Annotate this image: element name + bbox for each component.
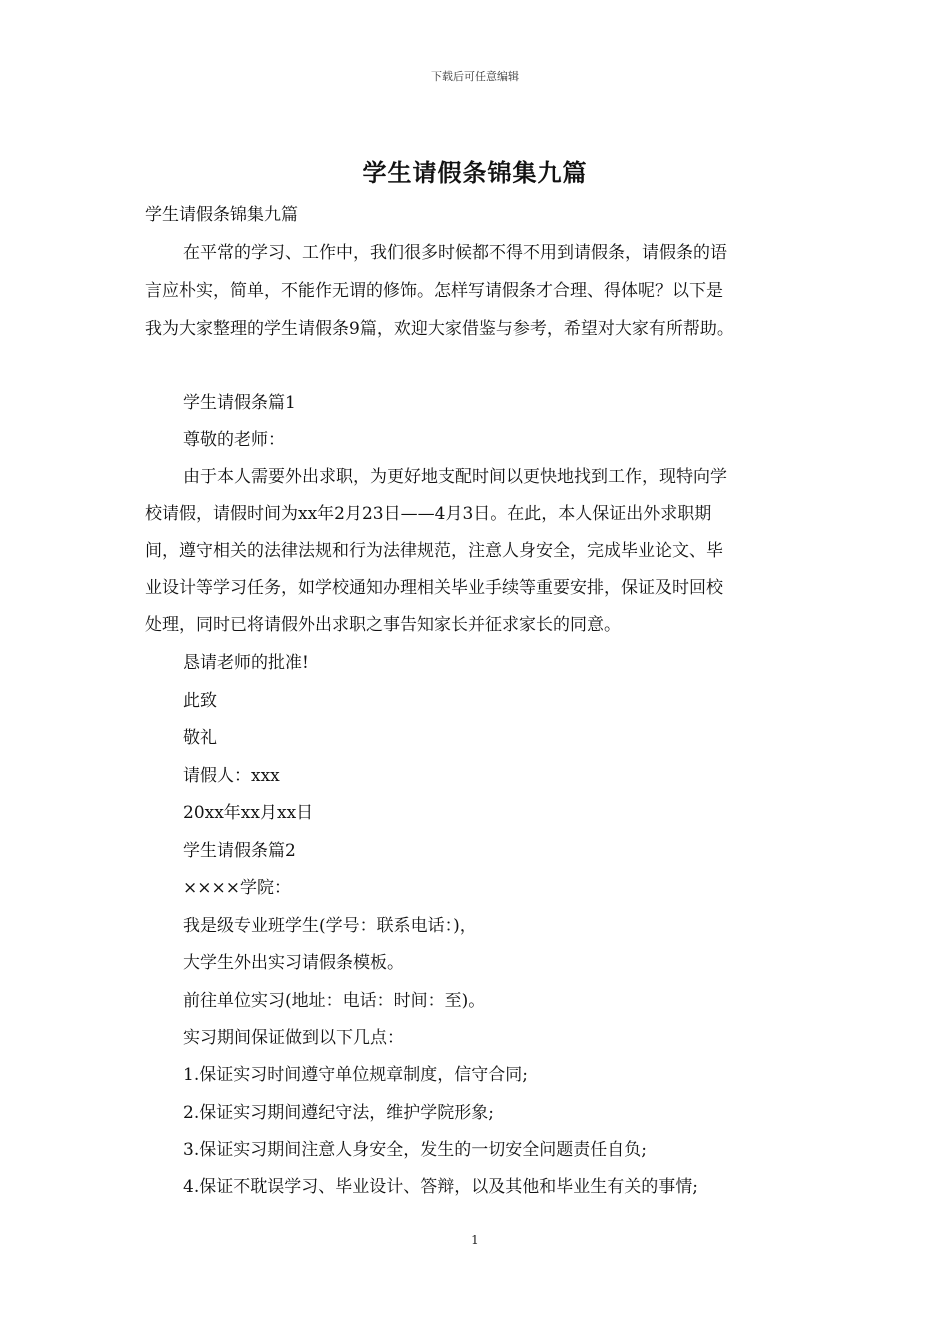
section-heading: 学生请假条篇1 bbox=[183, 393, 296, 413]
list-item: 4.保证不耽误学习、毕业设计、答辩，以及其他和毕业生有关的事情; bbox=[183, 1177, 698, 1197]
body-line: 由于本人需要外出求职，为更好地支配时间以更快地找到工作，现特向学 bbox=[183, 467, 727, 487]
body-line: 前往单位实习(地址：电话：时间：至)。 bbox=[183, 991, 486, 1011]
salutation: ××××学院： bbox=[183, 878, 291, 898]
request-line: 恳请老师的批准! bbox=[183, 653, 309, 673]
list-item: 3.保证实习期间注意人身安全，发生的一切安全问题责任自负; bbox=[183, 1140, 647, 1160]
header-note: 下载后可任意编辑 bbox=[431, 70, 519, 83]
body-line: 我是级专业班学生(学号：联系电话：)， bbox=[183, 916, 477, 936]
signature-line: 请假人：xxx bbox=[183, 766, 280, 786]
body-line: 大学生外出实习请假条模板。 bbox=[183, 953, 404, 973]
page-number: 1 bbox=[471, 1233, 479, 1247]
document-title: 学生请假条锦集九篇 bbox=[362, 158, 588, 187]
list-item: 2.保证实习期间遵纪守法，维护学院形象; bbox=[183, 1103, 494, 1123]
list-item: 1.保证实习时间遵守单位规章制度，信守合同; bbox=[183, 1065, 528, 1085]
closing-line: 此致 bbox=[183, 691, 217, 711]
body-line: 业设计等学习任务，如学校通知办理相关毕业手续等重要安排，保证及时回校 bbox=[145, 578, 723, 598]
body-line: 处理，同时已将请假外出求职之事告知家长并征求家长的同意。 bbox=[145, 615, 621, 635]
intro-line: 我为大家整理的学生请假条9篇，欢迎大家借鉴与参考，希望对大家有所帮助。 bbox=[145, 319, 734, 339]
section-heading: 学生请假条篇2 bbox=[183, 841, 296, 861]
subtitle-line: 学生请假条锦集九篇 bbox=[145, 205, 298, 225]
body-line: 实习期间保证做到以下几点： bbox=[183, 1028, 404, 1048]
body-line: 校请假，请假时间为xx年2月23日——4月3日。在此，本人保证出外求职期 bbox=[145, 504, 712, 524]
intro-line: 在平常的学习、工作中，我们很多时候都不得不用到请假条，请假条的语 bbox=[183, 243, 727, 263]
date-line: 20xx年xx月xx日 bbox=[183, 803, 314, 823]
closing-line: 敬礼 bbox=[183, 728, 217, 748]
salutation: 尊敬的老师： bbox=[183, 430, 285, 450]
intro-line: 言应朴实，简单，不能作无谓的修饰。怎样写请假条才合理、得体呢？以下是 bbox=[145, 281, 723, 301]
body-line: 间，遵守相关的法律法规和行为法律规范，注意人身安全，完成毕业论文、毕 bbox=[145, 541, 723, 561]
